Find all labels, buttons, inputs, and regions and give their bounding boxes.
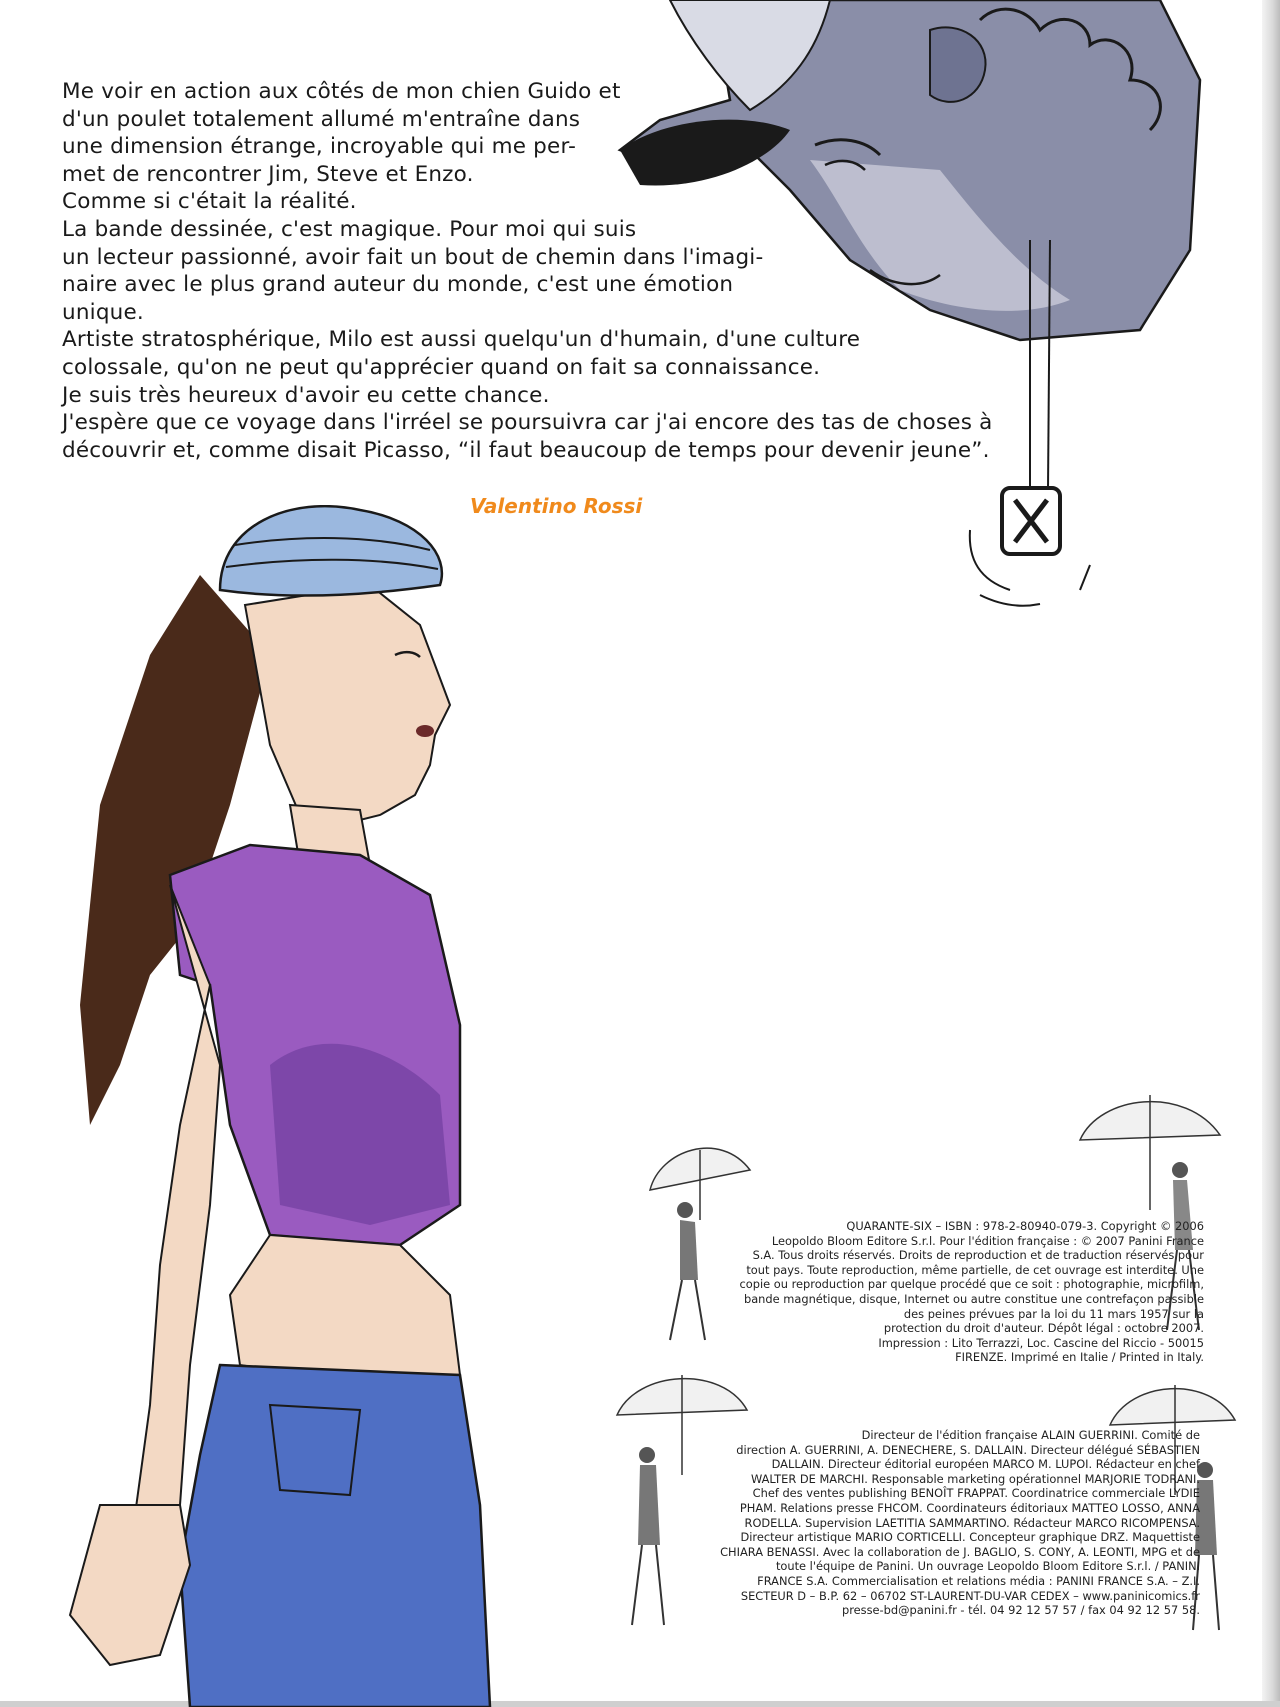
credit-line: direction A. GUERRINI, A. DENECHERE, S. DALLAIN. Directeur délégué SÉBASTIEN	[736, 1442, 1200, 1457]
credit-line: FIRENZE. Imprimé en Italie / Printed in Italy.	[955, 1350, 1204, 1365]
legal-credits	[684, 1219, 1204, 1365]
girl-hand	[70, 1505, 190, 1665]
credit-line: tout pays. Toute reproduction, même partielle, de cet ouvrage est interdite. Une	[746, 1262, 1204, 1277]
intro-line: un lecteur passionné, avoir fait un bout de chemin dans l'imagi-	[62, 244, 764, 270]
credit-line: FRANCE S.A. Commercialisation et relations média : PANINI FRANCE S.A. – Z.I.	[757, 1573, 1200, 1588]
credit-line: presse-bd@panini.fr - tél. 04 92 12 57 57 / fax 04 92 12 57 58.	[842, 1603, 1200, 1618]
intro-line: d'un poulet totalement allumé m'entraîne dans	[62, 106, 581, 132]
credit-line: toute l'équipe de Panini. Un ouvrage Leopoldo Bloom Editore S.r.l. / PANINI	[775, 1559, 1200, 1574]
credit-line: WALTER DE MARCHI. Responsable marketing opérationnel MARJORIE TODRANI.	[750, 1471, 1200, 1486]
intro-line: Comme si c'était la réalité.	[62, 189, 357, 215]
rider-illustration	[600, 0, 1280, 620]
girl-lips	[416, 725, 434, 737]
intro-line: met de rencontrer Jim, Steve et Enzo.	[62, 161, 474, 187]
intro-line: naire avec le plus grand auteur du monde, c'est une émotion	[62, 272, 734, 298]
credit-line: protection du droit d'auteur. Dépôt légal : octobre 2007.	[883, 1321, 1204, 1336]
credit-line: des peines prévues par la loi du 11 mars 1957 sur la	[903, 1306, 1204, 1321]
credit-line: PHAM. Relations presse FHCOM. Coordinateurs éditoriaux MATTEO LOSSO, ANNA	[739, 1500, 1200, 1515]
intro-line: Artiste stratosphérique, Milo est aussi quelqu'un d'humain, d'une culture	[62, 327, 861, 353]
credit-line: Directeur de l'édition française ALAIN GUERRINI. Comité de	[861, 1428, 1200, 1442]
girl-jeans	[180, 1365, 490, 1707]
swing-line	[1080, 565, 1090, 590]
girl-cap	[220, 506, 442, 595]
intro-line: découvrir et, comme disait Picasso, “il faut beaucoup de temps pour devenir jeune”.	[62, 437, 990, 463]
girl-face	[245, 585, 450, 825]
credit-line: QUARANTE-SIX – ISBN : 978-2-80940-079-3. Copyright © 2006	[846, 1219, 1204, 1233]
intro-line: La bande dessinée, c'est magique. Pour moi qui suis	[62, 216, 637, 242]
credit-line: Chef des ventes publishing BENOÎT FRAPPAT. Coordinatrice commerciale LYDIE	[752, 1486, 1200, 1501]
intro-line: J'espère que ce voyage dans l'irréel se poursuivra car j'ai encore des tas de choses à	[62, 410, 993, 436]
intro-line: unique.	[62, 299, 144, 325]
intro-line: Je suis très heureux d'avoir eu cette chance.	[62, 382, 550, 408]
credit-line: RODELLA. Supervision LAETITIA SAMMARTINO. Rédacteur MARCO RICOMPENSA.	[744, 1515, 1200, 1530]
girl-belly	[230, 1235, 460, 1385]
credit-line: Impression : Lito Terrazzi, Loc. Cascine del Riccio - 50015	[878, 1335, 1204, 1350]
credit-line: DALLAIN. Directeur éditorial européen MARCO M. LUPOI. Rédacteur en chef	[771, 1457, 1200, 1472]
intro-line: Me voir en action aux côtés de mon chien Guido et	[62, 79, 621, 104]
team-credits	[660, 1428, 1200, 1618]
credit-line: Directeur artistique MARIO CORTICELLI. Concepteur graphique DRZ. Maquettiste	[740, 1530, 1200, 1545]
intro-line: colossale, qu'on ne peut qu'apprécier quand on fait sa connaissance.	[62, 354, 821, 380]
credit-line: CHIARA BENASSI. Avec la collaboration de J. BAGLIO, S. CONY, A. LEONTI, MPG et de	[720, 1544, 1200, 1559]
girl-illustration	[40, 505, 540, 1707]
swing-line	[980, 595, 1040, 606]
credit-line: bande magnétique, disque, Internet ou autre constitue une contrefaçon passible	[743, 1291, 1204, 1306]
intro-line: une dimension étrange, incroyable qui me per-	[62, 134, 577, 160]
signature: Valentino Rossi	[470, 494, 643, 518]
credit-line: Leopoldo Bloom Editore S.r.l. Pour l'édition française : © 2007 Panini France	[771, 1233, 1204, 1248]
credit-line: SECTEUR D – B.P. 62 – 06702 ST-LAURENT-DU-VAR CEDEX – www.paninicomics.fr	[740, 1588, 1200, 1603]
credit-line: S.A. Tous droits réservés. Droits de reproduction et de traduction réservés pour	[752, 1248, 1204, 1263]
credit-line: copie ou reproduction par quelque procédé que ce soit : photographie, microfilm,	[739, 1277, 1204, 1292]
